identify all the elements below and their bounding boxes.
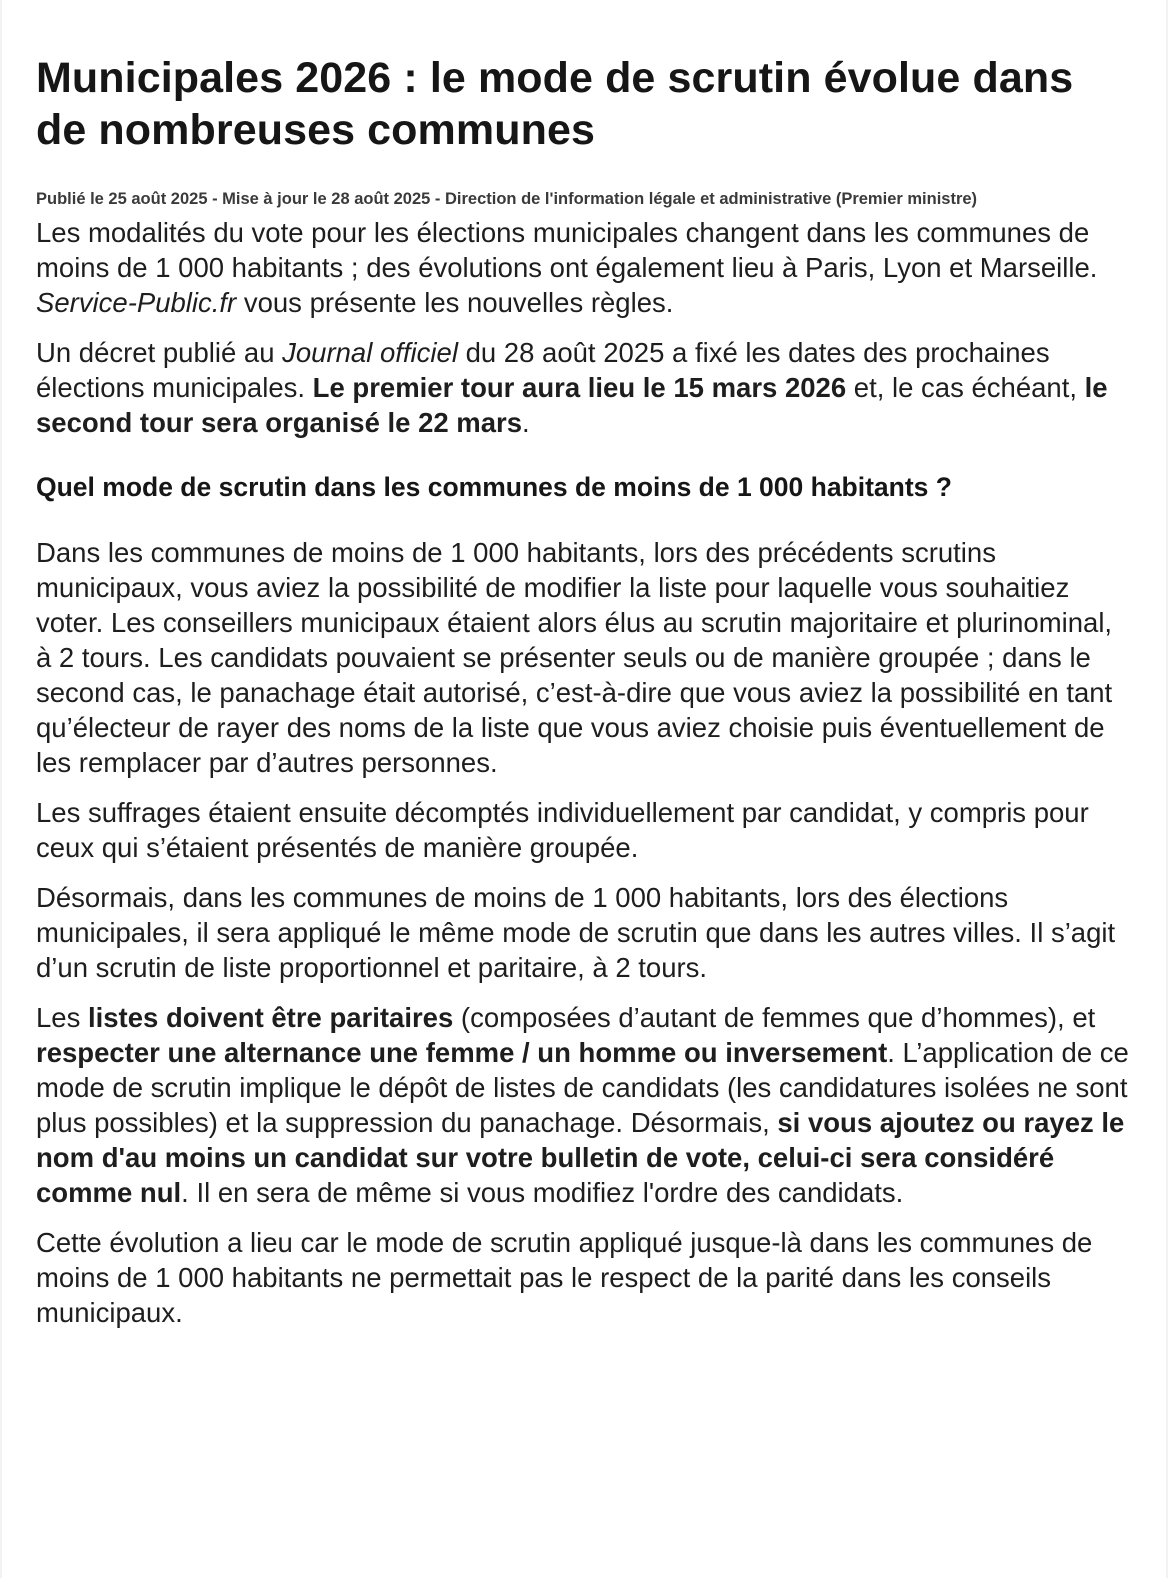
article-title: Municipales 2026 : le mode de scrutin évolue dans de nombreuses communes <box>36 54 1074 154</box>
intro-paragraph <box>36 215 1131 320</box>
lists-text-2: (composées d’autant de femmes que d’hommes), et <box>453 1002 1096 1033</box>
first-round-date: Le premier tour aura lieu le 15 mars 2026 <box>312 372 847 403</box>
evolution-paragraph: Cette évolution a lieu car le mode de scrutin appliqué jusque-là dans les communes de moins de 1 000 habitants ne permettait pas le respect de la parité dans les conseils municipaux. <box>36 1227 1093 1328</box>
parity-emphasis: listes doivent être paritaires <box>87 1002 454 1033</box>
new-rules-paragraph: Désormais, dans les communes de moins de 1 000 habitants, lors des élections municipales, il sera appliqué le même mode de scrutin que dans les autres villes. Il s’agit d’un scrutin de liste proportionnel et paritaire, à 2 tours. <box>36 882 1116 983</box>
journal-officiel-name: Journal officiel <box>282 337 458 368</box>
section-heading: Quel mode de scrutin dans les communes de moins de 1 000 habitants ? <box>36 472 952 502</box>
suffrages-paragraph: Les suffrages étaient ensuite décomptés individuellement par candidat, y compris pour ceux qui s’étaient présentés de manière groupée. <box>36 797 1089 863</box>
lists-paragraph <box>36 1000 1131 1210</box>
intro-text-2: vous présente les nouvelles règles. <box>236 287 674 318</box>
intro-text-1: Les modalités du vote pour les élections municipales changent dans les communes de moins de 1 000 habitants ; des évolutions ont également lieu à Paris, Lyon et Marseille. <box>36 217 1098 283</box>
previous-rules-paragraph: Dans les communes de moins de 1 000 habitants, lors des précédents scrutins municipaux, vous aviez la possibilité de modifier la liste pour laquelle vous souhaitiez voter. Les conseillers municipaux étaient alors élus au scrutin majoritaire et plurinominal, à 2 tours. Les candidats pouvaient se présenter seuls ou de manière groupée ; dans le second cas, le panachage était autorisé, c’est-à-dire que vous aviez la possibilité en tant qu’électeur de rayer des noms de la liste que vous aviez choisie puis éventuellement de les remplacer par d’autres personnes. <box>36 537 1113 778</box>
null-ballot-emphasis: si vous ajoutez ou rayez le nom d'au moins un candidat sur votre bulletin de vote, celui-ci sera considéré comme nul <box>36 1107 1125 1208</box>
alternation-emphasis: respecter une alternance une femme / un homme ou inversement <box>36 1037 888 1068</box>
publication-meta: Publié le 25 août 2025 - Mise à jour le 28 août 2025 - Direction de l'information légale et administrative (Premier ministre) <box>36 190 978 208</box>
decree-text-1: Un décret publié au <box>36 337 283 368</box>
decree-text-4: . <box>522 407 530 438</box>
second-round-date: le second tour sera organisé le 22 mars <box>36 372 1108 438</box>
lists-text-4: . Il en sera de même si vous modifiez l'ordre des candidats. <box>181 1177 904 1208</box>
service-public-name: Service-Public.fr <box>36 287 237 318</box>
decree-paragraph <box>36 335 1131 440</box>
lists-text-1: Les <box>36 1002 88 1033</box>
decree-text-3: et, le cas échéant, <box>846 372 1085 403</box>
decree-text-2: du 28 août 2025 a fixé les dates des prochaines élections municipales. <box>36 337 1050 403</box>
lists-text-3: . L’application de ce mode de scrutin implique le dépôt de listes de candidats (les candidatures isolées ne sont plus possibles) et la suppression du panachage. Désormais, <box>36 1037 1129 1138</box>
article <box>36 52 1131 1330</box>
